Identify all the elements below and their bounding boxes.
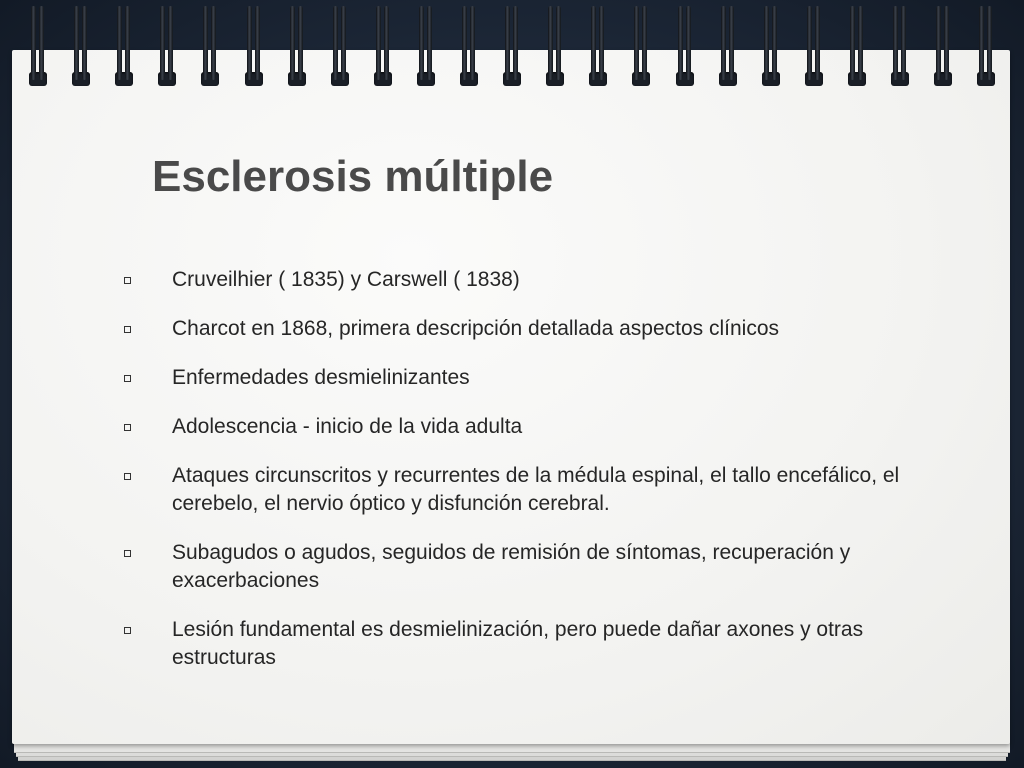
hollow-square-bullet-icon (124, 424, 131, 431)
bullet-item (120, 315, 920, 343)
bullet-text: Subagudos o agudos, seguidos de remisión de síntomas, recuperación y exacerbaciones (172, 541, 851, 592)
bullet-text: Lesión fundamental es desmielinización, pero puede dañar axones y otras estructuras (172, 618, 864, 669)
bullet-item (120, 364, 920, 392)
hollow-square-bullet-icon (124, 375, 131, 382)
bullet-text: Charcot en 1868, primera descripción detallada aspectos clínicos (172, 317, 780, 340)
bullet-text: Adolescencia - inicio de la vida adulta (172, 415, 523, 438)
hollow-square-bullet-icon (124, 277, 131, 284)
bullet-text: Ataques circunscritos y recurrentes de la médula espinal, el tallo encefálico, el cerebelo, el nervio óptico y disfunción cerebral. (172, 464, 900, 515)
bullet-text: Cruveilhier ( 1835) y Carswell ( 1838) (172, 268, 520, 291)
bullet-item (120, 462, 920, 518)
bullet-item (120, 413, 920, 441)
hollow-square-bullet-icon (124, 627, 131, 634)
hollow-square-bullet-icon (124, 326, 131, 333)
hollow-square-bullet-icon (124, 473, 131, 480)
bullet-item (120, 539, 920, 595)
slide-title: Esclerosis múltiple (152, 152, 554, 201)
bullet-item (120, 266, 920, 294)
bullet-item (120, 616, 920, 672)
hollow-square-bullet-icon (124, 550, 131, 557)
bullet-text: Enfermedades desmielinizantes (172, 366, 470, 389)
bullet-list (120, 266, 920, 693)
